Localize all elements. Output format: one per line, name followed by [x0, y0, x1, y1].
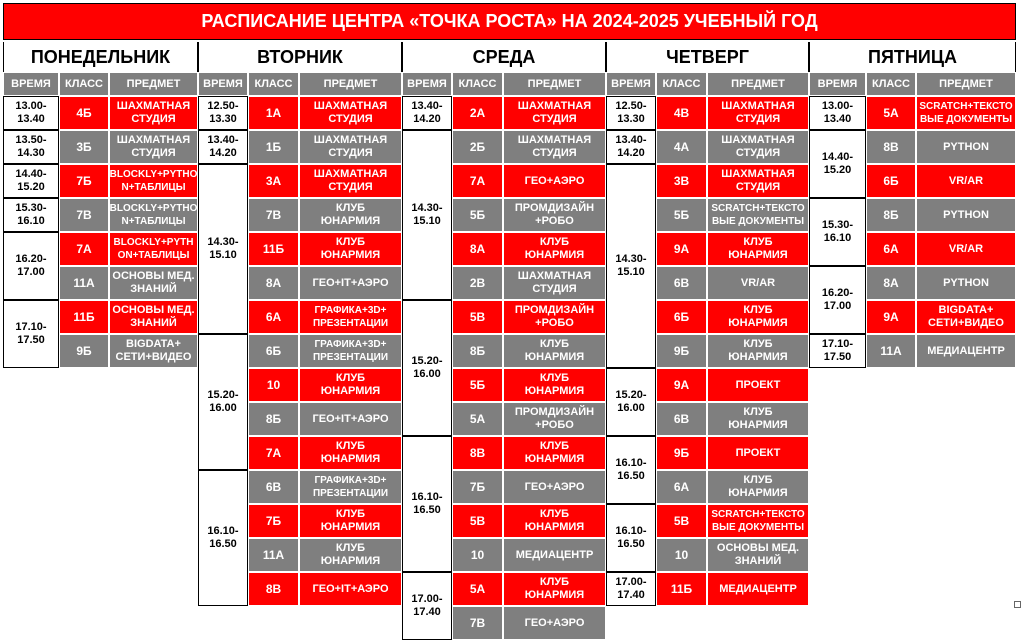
class-cell: 6В	[656, 402, 707, 436]
subject-cell: КЛУБ ЮНАРМИЯ	[707, 232, 809, 266]
subject-cell: КЛУБ ЮНАРМИЯ	[299, 368, 402, 402]
subject-cell: ГРАФИКА+3D+ ПРЕЗЕНТАЦИИ	[299, 470, 402, 504]
column-header-time: ВРЕМЯ	[198, 72, 248, 96]
class-cell: 11Б	[656, 572, 707, 606]
class-cell: 5Б	[452, 198, 503, 232]
subject-cell: КЛУБ ЮНАРМИЯ	[299, 436, 402, 470]
time-slot: 14.30- 15.10	[198, 164, 248, 334]
subject-cell: PYTHON	[916, 266, 1016, 300]
class-cell: 5В	[656, 504, 707, 538]
column-header-time: ВРЕМЯ	[606, 72, 656, 96]
subject-cell: ШАХМАТНАЯ СТУДИЯ	[109, 130, 198, 164]
column-header-class: КЛАСС	[452, 72, 503, 96]
class-cell: 8А	[452, 232, 503, 266]
time-slot: 15.20- 16.00	[606, 368, 656, 436]
subject-cell: КЛУБ ЮНАРМИЯ	[299, 538, 402, 572]
time-slot: 15.20- 16.00	[198, 334, 248, 470]
class-cell: 3А	[248, 164, 299, 198]
schedule-title: РАСПИСАНИЕ ЦЕНТРА «ТОЧКА РОСТА» НА 2024-2025 УЧЕБНЫЙ ГОД	[3, 3, 1016, 40]
class-cell: 8Б	[248, 402, 299, 436]
class-cell: 9Б	[656, 436, 707, 470]
class-cell: 8В	[866, 130, 916, 164]
class-cell: 7А	[452, 164, 503, 198]
day-name: ЧЕТВЕРГ	[606, 42, 809, 72]
subject-cell: КЛУБ ЮНАРМИЯ	[707, 402, 809, 436]
subject-cell: ШАХМАТНАЯ СТУДИЯ	[503, 130, 606, 164]
subject-cell: ШАХМАТНАЯ СТУДИЯ	[299, 96, 402, 130]
time-slot: 16.10- 16.50	[402, 436, 452, 572]
column-header-subject: ПРЕДМЕТ	[916, 72, 1016, 96]
class-cell: 9А	[656, 368, 707, 402]
column-header-class: КЛАСС	[656, 72, 707, 96]
class-cell: 7Б	[452, 470, 503, 504]
subject-cell: ПРОМДИЗАЙН +РОБО	[503, 402, 606, 436]
class-cell: 11А	[866, 334, 916, 368]
column-header-class: КЛАСС	[248, 72, 299, 96]
subject-cell: ШАХМАТНАЯ СТУДИЯ	[707, 164, 809, 198]
class-cell: 6В	[656, 266, 707, 300]
class-cell: 5В	[452, 504, 503, 538]
column-header-class: КЛАСС	[866, 72, 916, 96]
subject-cell: ГЕО+IT+АЭРО	[299, 402, 402, 436]
subject-cell: КЛУБ ЮНАРМИЯ	[503, 572, 606, 606]
subject-cell: ОСНОВЫ МЕД. ЗНАНИЙ	[109, 266, 198, 300]
time-slot: 16.10- 16.50	[198, 470, 248, 606]
class-cell: 7А	[59, 232, 109, 266]
time-slot: 14.30- 15.10	[402, 130, 452, 300]
class-cell: 8А	[866, 266, 916, 300]
subject-cell: BIGDATA+ СЕТИ+ВИДЕО	[109, 334, 198, 368]
class-cell: 8А	[248, 266, 299, 300]
subject-cell: КЛУБ ЮНАРМИЯ	[707, 300, 809, 334]
subject-cell: ГЕО+АЭРО	[503, 606, 606, 640]
time-slot: 15.30- 16.10	[3, 198, 59, 232]
class-cell: 9Б	[656, 334, 707, 368]
class-cell: 5В	[452, 300, 503, 334]
class-cell: 8В	[452, 436, 503, 470]
day-column	[606, 42, 809, 602]
resize-handle[interactable]	[1014, 601, 1021, 608]
class-cell: 5А	[452, 402, 503, 436]
column-header-time: ВРЕМЯ	[809, 72, 866, 96]
class-cell: 1А	[248, 96, 299, 130]
class-cell: 4А	[656, 130, 707, 164]
time-slot: 13.40- 14.20	[198, 130, 248, 164]
day-name: СРЕДА	[402, 42, 606, 72]
header-row	[402, 72, 606, 96]
column-header-subject: ПРЕДМЕТ	[707, 72, 809, 96]
time-slot: 12.50- 13.30	[606, 96, 656, 130]
subject-cell: ШАХМАТНАЯ СТУДИЯ	[707, 130, 809, 164]
time-slot: 14.40- 15.20	[3, 164, 59, 198]
class-cell: 7А	[248, 436, 299, 470]
class-cell: 8Б	[452, 334, 503, 368]
subject-cell: SCRATCH+ТЕКСТО ВЫЕ ДОКУМЕНТЫ	[707, 504, 809, 538]
day-column	[809, 42, 1016, 602]
time-slot: 13.40- 14.20	[606, 130, 656, 164]
class-cell: 8В	[248, 572, 299, 606]
class-cell: 10	[656, 538, 707, 572]
subject-cell: BLOCKLY+PYTHO N+ТАБЛИЦЫ	[109, 164, 198, 198]
class-cell: 11Б	[59, 300, 109, 334]
class-cell: 5А	[452, 572, 503, 606]
subject-cell: ПРОЕКТ	[707, 436, 809, 470]
subject-cell: ШАХМАТНАЯ СТУДИЯ	[503, 96, 606, 130]
subject-cell: ГЕО+IT+АЭРО	[299, 572, 402, 606]
subject-cell: КЛУБ ЮНАРМИЯ	[707, 334, 809, 368]
subject-cell: PYTHON	[916, 130, 1016, 164]
column-header-time: ВРЕМЯ	[3, 72, 59, 96]
day-column	[402, 42, 606, 630]
time-slot: 12.50- 13.30	[198, 96, 248, 130]
class-cell: 9Б	[59, 334, 109, 368]
subject-cell: МЕДИАЦЕНТР	[503, 538, 606, 572]
class-cell: 11А	[59, 266, 109, 300]
class-cell: 7В	[59, 198, 109, 232]
subject-cell: ГЕО+IT+АЭРО	[299, 266, 402, 300]
subject-cell: VR/AR	[916, 164, 1016, 198]
subject-cell: МЕДИАЦЕНТР	[916, 334, 1016, 368]
day-name: ПОНЕДЕЛЬНИК	[3, 42, 198, 72]
column-header-class: КЛАСС	[59, 72, 109, 96]
subject-cell: VR/AR	[916, 232, 1016, 266]
subject-cell: ШАХМАТНАЯ СТУДИЯ	[299, 164, 402, 198]
subject-cell: КЛУБ ЮНАРМИЯ	[299, 232, 402, 266]
subject-cell: ШАХМАТНАЯ СТУДИЯ	[299, 130, 402, 164]
time-slot: 16.10- 16.50	[606, 436, 656, 504]
subject-cell: ГЕО+АЭРО	[503, 164, 606, 198]
column-header-subject: ПРЕДМЕТ	[503, 72, 606, 96]
class-cell: 7Б	[59, 164, 109, 198]
subject-cell: КЛУБ ЮНАРМИЯ	[299, 198, 402, 232]
subject-cell: ОСНОВЫ МЕД. ЗНАНИЙ	[707, 538, 809, 572]
header-row	[3, 72, 198, 96]
time-slot: 13.00- 13.40	[3, 96, 59, 130]
class-cell: 6В	[248, 470, 299, 504]
subject-cell: ОСНОВЫ МЕД. ЗНАНИЙ	[109, 300, 198, 334]
time-slot: 14.40- 15.20	[809, 130, 866, 198]
subject-cell: КЛУБ ЮНАРМИЯ	[503, 232, 606, 266]
class-cell: 4В	[656, 96, 707, 130]
time-slot: 16.10- 16.50	[606, 504, 656, 572]
class-cell: 7Б	[248, 504, 299, 538]
day-column	[198, 42, 402, 602]
time-slot: 15.30- 16.10	[809, 198, 866, 266]
subject-cell: VR/AR	[707, 266, 809, 300]
class-cell: 6Б	[656, 300, 707, 334]
time-slot: 13.00- 13.40	[809, 96, 866, 130]
class-cell: 9А	[866, 300, 916, 334]
time-slot: 15.20- 16.00	[402, 300, 452, 436]
class-cell: 9А	[656, 232, 707, 266]
class-cell: 7В	[248, 198, 299, 232]
subject-cell: BIGDATA+ СЕТИ+ВИДЕО	[916, 300, 1016, 334]
subject-cell: КЛУБ ЮНАРМИЯ	[503, 504, 606, 538]
column-header-subject: ПРЕДМЕТ	[299, 72, 402, 96]
header-row	[809, 72, 1016, 96]
time-slot: 13.40- 14.20	[402, 96, 452, 130]
subject-cell: КЛУБ ЮНАРМИЯ	[503, 334, 606, 368]
time-slot: 17.10- 17.50	[809, 334, 866, 368]
subject-cell: ГРАФИКА+3D+ ПРЕЗЕНТАЦИИ	[299, 300, 402, 334]
subject-cell: КЛУБ ЮНАРМИЯ	[503, 436, 606, 470]
subject-cell: МЕДИАЦЕНТР	[707, 572, 809, 606]
subject-cell: ПРОЕКТ	[707, 368, 809, 402]
subject-cell: SCRATCH+ТЕКСТО ВЫЕ ДОКУМЕНТЫ	[707, 198, 809, 232]
subject-cell: КЛУБ ЮНАРМИЯ	[299, 504, 402, 538]
subject-cell: ПРОМДИЗАЙН +РОБО	[503, 198, 606, 232]
class-cell: 6А	[248, 300, 299, 334]
class-cell: 3Б	[59, 130, 109, 164]
subject-cell: КЛУБ ЮНАРМИЯ	[707, 470, 809, 504]
subject-cell: ШАХМАТНАЯ СТУДИЯ	[109, 96, 198, 130]
class-cell: 11Б	[248, 232, 299, 266]
subject-cell: ГРАФИКА+3D+ ПРЕЗЕНТАЦИИ	[299, 334, 402, 368]
column-header-time: ВРЕМЯ	[402, 72, 452, 96]
time-slot: 16.20- 17.00	[3, 232, 59, 300]
class-cell: 5Б	[452, 368, 503, 402]
day-name: ПЯТНИЦА	[809, 42, 1016, 72]
header-row	[198, 72, 402, 96]
subject-cell: ШАХМАТНАЯ СТУДИЯ	[707, 96, 809, 130]
subject-cell: PYTHON	[916, 198, 1016, 232]
class-cell: 10	[248, 368, 299, 402]
class-cell: 5Б	[656, 198, 707, 232]
class-cell: 4Б	[59, 96, 109, 130]
time-slot: 17.10- 17.50	[3, 300, 59, 368]
class-cell: 3В	[656, 164, 707, 198]
class-cell: 6А	[656, 470, 707, 504]
column-header-subject: ПРЕДМЕТ	[109, 72, 198, 96]
time-slot: 16.20- 17.00	[809, 266, 866, 334]
class-cell: 5А	[866, 96, 916, 130]
subject-cell: SCRATCH+ТЕКСТО ВЫЕ ДОКУМЕНТЫ	[916, 96, 1016, 130]
time-slot: 14.30- 15.10	[606, 164, 656, 368]
class-cell: 6Б	[866, 164, 916, 198]
subject-cell: BLOCKLY+PYTH ON+ТАБЛИЦЫ	[109, 232, 198, 266]
subject-cell: BLOCKLY+PYTHO N+ТАБЛИЦЫ	[109, 198, 198, 232]
class-cell: 10	[452, 538, 503, 572]
day-name: ВТОРНИК	[198, 42, 402, 72]
class-cell: 11А	[248, 538, 299, 572]
subject-cell: КЛУБ ЮНАРМИЯ	[503, 368, 606, 402]
class-cell: 1Б	[248, 130, 299, 164]
class-cell: 7В	[452, 606, 503, 640]
class-cell: 2Б	[452, 130, 503, 164]
class-cell: 2А	[452, 96, 503, 130]
day-column	[3, 42, 198, 602]
class-cell: 6Б	[248, 334, 299, 368]
time-slot: 17.00- 17.40	[606, 572, 656, 606]
subject-cell: ГЕО+АЭРО	[503, 470, 606, 504]
header-row	[606, 72, 809, 96]
subject-cell: ШАХМАТНАЯ СТУДИЯ	[503, 266, 606, 300]
time-slot: 17.00- 17.40	[402, 572, 452, 640]
class-cell: 8Б	[866, 198, 916, 232]
subject-cell: ПРОМДИЗАЙН +РОБО	[503, 300, 606, 334]
class-cell: 2В	[452, 266, 503, 300]
class-cell: 6А	[866, 232, 916, 266]
time-slot: 13.50- 14.30	[3, 130, 59, 164]
